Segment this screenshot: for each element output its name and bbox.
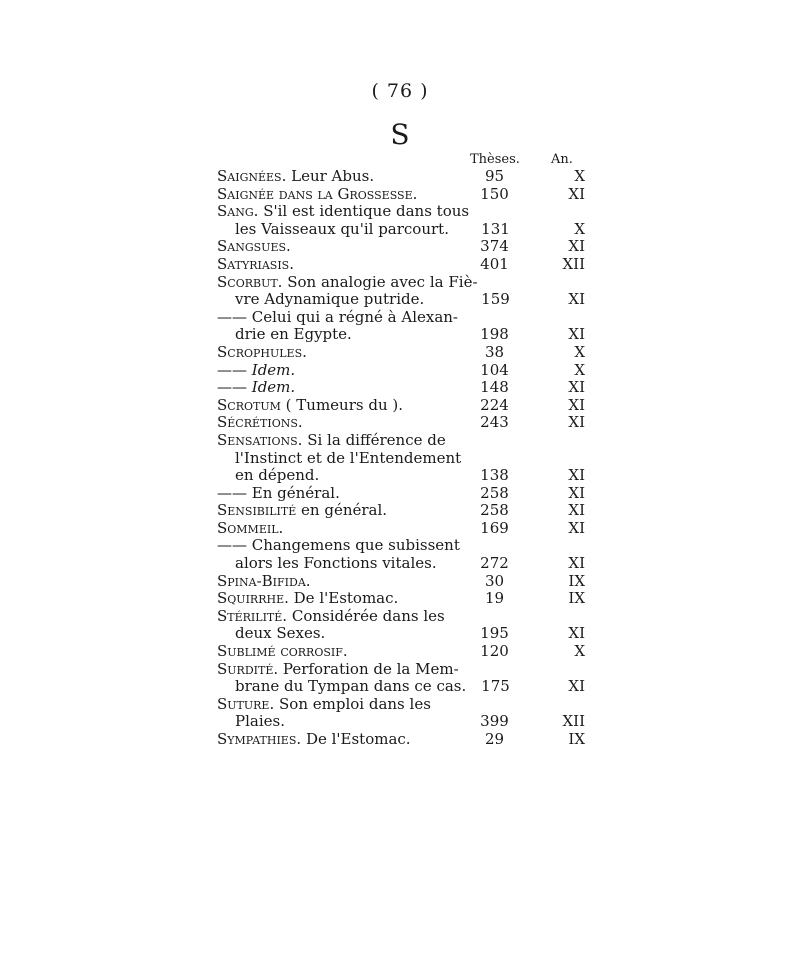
index-entry: [217, 485, 587, 503]
entry-description: Perforation de la Mem-: [282, 659, 459, 678]
entry-line: [217, 467, 464, 485]
index-entry: [217, 573, 587, 591]
entry-line: [217, 397, 464, 415]
entry-line: [217, 643, 464, 661]
entry-text: [217, 186, 464, 204]
entry-description: Idem.: [251, 378, 296, 397]
entry-line: [217, 221, 465, 239]
entry-description: vre Adynamique putride.: [235, 290, 425, 309]
entry-description: Considérée dans les: [291, 606, 445, 625]
entry-year: XI: [568, 554, 585, 573]
entry-year: XI: [568, 184, 585, 203]
entry-line: [217, 256, 464, 274]
entry-year: X: [574, 360, 585, 379]
entry-description: S'il est identique dans tous: [263, 202, 470, 221]
entry-year: XI: [568, 677, 585, 696]
entry-thesis-number: 258: [480, 501, 509, 520]
entry-line: [217, 432, 464, 450]
entry-text: [217, 608, 464, 643]
index-entry: [217, 168, 587, 186]
entry-line: [217, 537, 464, 555]
entry-headword: Satyriasis.: [217, 254, 294, 273]
entry-year: X: [574, 219, 585, 238]
entry-description: De l'Estomac.: [305, 730, 411, 748]
entry-headword: Stérilité.: [217, 606, 288, 625]
entry-headword: Sécrétions.: [217, 413, 303, 432]
entry-headword: Scorbut.: [217, 272, 283, 291]
entry-headword: ——: [217, 307, 247, 326]
entry-line: [217, 272, 478, 292]
entry-thesis-number: 224: [480, 395, 509, 414]
entry-line: [217, 485, 464, 503]
entry-year: XI: [568, 518, 585, 537]
section-letter: S: [390, 118, 410, 151]
entry-headword: Spina-Bifida.: [217, 571, 311, 590]
entry-thesis-number: 30: [484, 571, 505, 590]
entry-thesis-number: 120: [480, 642, 509, 661]
entry-headword: Scrotum: [217, 395, 281, 414]
entry-line: [217, 713, 464, 731]
entry-thesis-number: 150: [480, 184, 509, 203]
entry-year: X: [574, 167, 585, 185]
index-entry: [217, 397, 587, 415]
index-entry: [217, 590, 587, 608]
entry-text: [217, 485, 464, 503]
index-list: [217, 168, 587, 749]
entry-thesis-number: 148: [480, 378, 509, 397]
index-entry: [217, 502, 587, 520]
entry-thesis-number: 19: [484, 589, 505, 608]
entry-description: drie en Egypte.: [235, 325, 352, 344]
entry-line: [217, 291, 465, 309]
index-entry: [217, 731, 587, 749]
entry-headword: Sympathies.: [217, 730, 302, 748]
entry-headword: ——: [217, 378, 247, 397]
entry-description: alors les Fonctions vitales.: [235, 554, 437, 573]
entry-line: [217, 590, 464, 608]
entry-text: [217, 502, 464, 520]
column-header-an: An.: [551, 152, 573, 167]
entry-text: [217, 661, 465, 696]
entry-text: [217, 731, 464, 749]
entry-thesis-number: 38: [484, 342, 505, 361]
entry-description: l'Instinct et de l'Entendement: [235, 448, 462, 467]
index-entry: [217, 362, 587, 380]
entry-description: Son emploi dans les: [279, 694, 431, 713]
entry-description: en général.: [301, 501, 388, 520]
entry-description: En général.: [251, 483, 340, 502]
entry-year: XI: [568, 290, 585, 309]
entry-description: brane du Tympan dans ce cas.: [235, 677, 467, 696]
entry-text: [217, 202, 470, 238]
entry-thesis-number: 198: [480, 325, 509, 344]
entry-description: les Vaisseaux qu'il parcourt.: [235, 219, 449, 238]
entry-text: [217, 537, 464, 572]
entry-text: [217, 414, 464, 432]
entry-year: XI: [568, 413, 585, 432]
index-entry: [217, 432, 587, 485]
entry-line: [217, 309, 464, 327]
index-entry: [217, 414, 587, 432]
entry-year: X: [574, 342, 585, 361]
entry-year: XI: [568, 395, 585, 414]
column-header-theses: Thèses.: [470, 152, 520, 167]
entry-text: [217, 397, 464, 415]
entry-text: [217, 590, 464, 608]
entry-year: XI: [568, 466, 585, 485]
entry-line: [217, 379, 464, 397]
entry-description: Changemens que subissent: [251, 536, 460, 555]
entry-thesis-number: 195: [480, 624, 509, 643]
entry-line: [217, 696, 464, 714]
entry-headword: ——: [217, 536, 247, 555]
entry-description: Si la différence de: [307, 430, 446, 449]
entry-description: deux Sexes.: [235, 624, 326, 643]
entry-line: [217, 202, 470, 221]
entry-line: [217, 625, 464, 643]
index-entry: [217, 256, 587, 274]
index-entry: [217, 537, 587, 572]
entry-year: IX: [568, 571, 585, 590]
entry-headword: Sensations.: [217, 430, 303, 449]
entry-year: XI: [568, 483, 585, 502]
entry-year: XII: [562, 254, 585, 273]
entry-line: [217, 414, 464, 432]
entry-description: De l'Estomac.: [293, 589, 399, 608]
entry-text: [217, 272, 478, 309]
entry-line: [217, 573, 464, 591]
entry-thesis-number: 169: [480, 518, 509, 537]
entry-thesis-number: 104: [480, 360, 509, 379]
entry-thesis-number: 272: [480, 554, 509, 573]
entry-description: Son analogie avec la Fiè-: [287, 272, 478, 291]
entry-line: [217, 186, 464, 204]
entry-line: [217, 678, 465, 696]
entry-headword: Suture.: [217, 694, 275, 713]
index-entry: [217, 309, 587, 344]
index-entry: [217, 238, 587, 256]
entry-year: IX: [568, 589, 585, 608]
entry-headword: Sublimé corrosif.: [217, 642, 348, 661]
entry-description: Leur Abus.: [291, 167, 375, 185]
entry-thesis-number: 374: [480, 237, 509, 256]
entry-text: [217, 573, 464, 591]
entry-text: [217, 379, 464, 397]
entry-line: [217, 238, 464, 256]
entry-thesis-number: 243: [480, 413, 509, 432]
entry-description: Idem.: [251, 360, 296, 379]
entry-line: [217, 608, 464, 626]
entry-year: XII: [562, 712, 585, 731]
entry-text: [217, 256, 464, 274]
entry-headword: ——: [217, 360, 247, 379]
index-entry: [217, 608, 587, 643]
entry-text: [217, 432, 464, 485]
index-entry: [217, 186, 587, 204]
entry-headword: Sensibilité: [217, 501, 297, 520]
entry-year: XI: [568, 624, 585, 643]
entry-line: [217, 502, 464, 520]
index-entry: [217, 344, 587, 362]
entry-year: X: [574, 642, 585, 661]
entry-thesis-number: 258: [480, 483, 509, 502]
entry-headword: Sangsues.: [217, 237, 291, 256]
entry-thesis-number: 159: [481, 290, 510, 309]
entry-line: [217, 344, 464, 362]
entry-thesis-number: 401: [480, 254, 509, 273]
entry-line: [217, 362, 464, 380]
entry-line: [217, 555, 464, 573]
entry-line: [217, 661, 465, 679]
entry-line: [217, 168, 464, 186]
entry-thesis-number: 399: [480, 712, 509, 731]
entry-text: [217, 643, 464, 661]
index-entry: [217, 520, 587, 538]
entry-text: [217, 344, 464, 362]
index-entry: [217, 643, 587, 661]
entry-line: [217, 520, 464, 538]
entry-line: [217, 450, 464, 468]
entry-description: Celui qui a régné à Alexan-: [251, 307, 459, 326]
entry-headword: Scrophules.: [217, 342, 307, 361]
entry-year: XI: [568, 325, 585, 344]
index-entry: [217, 274, 587, 309]
entry-thesis-number: 29: [484, 730, 505, 748]
entry-headword: Sommeil.: [217, 518, 284, 537]
entry-thesis-number: 95: [484, 167, 505, 185]
entry-text: [217, 362, 464, 380]
entry-thesis-number: 138: [480, 466, 509, 485]
entry-thesis-number: 131: [481, 219, 510, 238]
entry-headword: ——: [217, 483, 247, 502]
index-entry: [217, 379, 587, 397]
index-entry: [217, 661, 587, 696]
index-entry: [217, 696, 587, 731]
entry-headword: Squirrhe.: [217, 589, 289, 608]
entry-line: [217, 326, 464, 344]
entry-text: [217, 696, 464, 731]
entry-year: XI: [568, 237, 585, 256]
entry-text: [217, 520, 464, 538]
entry-year: IX: [568, 730, 585, 748]
entry-description: ( Tumeurs du ).: [285, 395, 403, 414]
entry-line: [217, 731, 464, 749]
entry-headword: Saignées.: [217, 167, 287, 185]
entry-headword: Sang.: [217, 202, 259, 221]
entry-year: XI: [568, 378, 585, 397]
entry-year: XI: [568, 501, 585, 520]
entry-text: [217, 238, 464, 256]
entry-headword: Saignée dans la Grossesse.: [217, 184, 418, 203]
entry-description: Plaies.: [235, 712, 285, 731]
index-entry: [217, 203, 587, 238]
entry-text: [217, 309, 464, 344]
entry-description: en dépend.: [235, 466, 320, 485]
entry-headword: Surdité.: [217, 659, 279, 678]
entry-thesis-number: 175: [481, 677, 510, 696]
entry-text: [217, 168, 464, 186]
page-number: ( 76 ): [371, 80, 429, 102]
